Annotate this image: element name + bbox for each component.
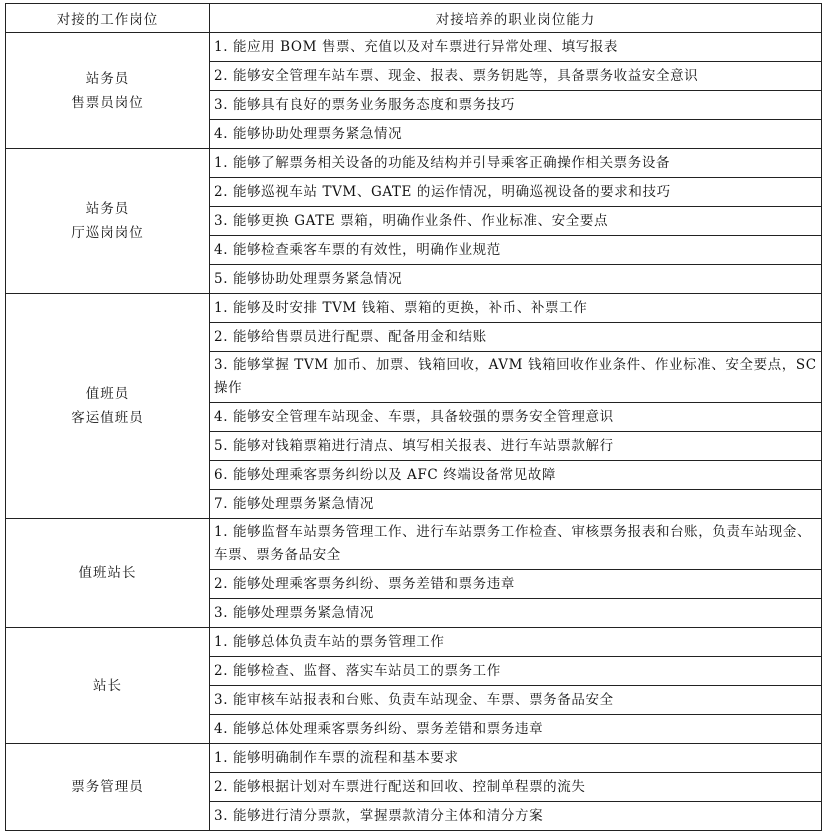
table-row [6, 149, 822, 178]
competency-cell: 1. 能够及时安排 TVM 钱箱、票箱的更换，补币、补票工作 [210, 294, 822, 323]
job-position-label: 站务员 [85, 70, 130, 87]
job-position-label: 值班站长 [78, 565, 137, 581]
header-row [6, 4, 822, 33]
table-row [6, 33, 822, 62]
competency-cell: 1. 能够明确制作车票的流程和基本要求 [210, 744, 822, 773]
competency-cell: 2. 能够检查、监督、落实车站员工的票务工作 [210, 657, 822, 686]
job-position-cell [6, 628, 210, 744]
competency-cell: 2. 能够安全管理车站车票、现金、报表、票务钥匙等，具备票务收益安全意识 [210, 62, 822, 91]
ticket-job-competency-table [5, 3, 822, 831]
competency-cell: 3. 能够掌握 TVM 加币、加票、钱箱回收，AVM 钱箱回收作业条件、作业标准、安全要点，SC 操作 [210, 352, 822, 403]
competency-cell: 4. 能够协助处理票务紧急情况 [210, 120, 822, 149]
job-position-cell [6, 33, 210, 149]
table-row [6, 744, 822, 773]
competency-cell: 1. 能够总体负责车站的票务管理工作 [210, 628, 822, 657]
table-row [6, 519, 822, 570]
competency-cell: 5. 能够协助处理票务紧急情况 [210, 265, 822, 294]
competency-cell: 3. 能够具有良好的票务业务服务态度和票务技巧 [210, 91, 822, 120]
competency-cell: 1. 能够了解票务相关设备的功能及结构并引导乘客正确操作相关票务设备 [210, 149, 822, 178]
competency-cell: 4. 能够总体处理乘客票务纠纷、票务差错和票务违章 [210, 715, 822, 744]
job-position-cell [6, 744, 210, 831]
competency-cell: 1. 能够监督车站票务管理工作、进行车站票务工作检查、审核票务报表和台账，负责车站现金、车票、票务备品安全 [210, 519, 822, 570]
competency-cell: 3. 能够进行清分票款，掌握票款清分主体和清分方案 [210, 802, 822, 831]
job-position-label: 厅巡岗岗位 [71, 225, 144, 241]
competency-cell: 7. 能够处理票务紧急情况 [210, 490, 822, 519]
competency-cell: 3. 能够处理票务紧急情况 [210, 599, 822, 628]
competency-cell: 6. 能够处理乘客票务纠纷以及 AFC 终端设备常见故障 [210, 461, 822, 490]
table-row [6, 294, 822, 323]
competency-cell: 4. 能够检查乘客车票的有效性，明确作业规范 [210, 236, 822, 265]
competency-cell: 3. 能审核车站报表和台账、负责车站现金、车票、票务备品安全 [210, 686, 822, 715]
job-position-label: 客运值班员 [71, 410, 144, 426]
job-position-label: 站务员 [85, 201, 130, 217]
job-position-label: 票务管理员 [71, 779, 144, 795]
job-position-cell [6, 519, 210, 628]
job-position-cell [6, 149, 210, 294]
table-body [6, 33, 822, 831]
competency-cell: 2. 能够巡视车站 TVM、GATE 的运作情况，明确巡视设备的要求和技巧 [210, 178, 822, 207]
job-position-cell [6, 294, 210, 519]
competency-cell: 2. 能够处理乘客票务纠纷、票务差错和票务违章 [210, 570, 822, 599]
header-job-position: 对接的工作岗位 [6, 4, 210, 33]
header-competency: 对接培养的职业岗位能力 [210, 4, 822, 33]
job-position-label: 值班员 [85, 386, 130, 402]
competency-cell: 5. 能够对钱箱票箱进行清点、填写相关报表、进行车站票款解行 [210, 432, 822, 461]
competency-cell: 4. 能够安全管理车站现金、车票，具备较强的票务安全管理意识 [210, 403, 822, 432]
competency-cell: 3. 能够更换 GATE 票箱，明确作业条件、作业标准、安全要点 [210, 207, 822, 236]
table-row [6, 628, 822, 657]
job-position-label: 售票员岗位 [71, 94, 144, 111]
job-position-label: 站长 [93, 677, 122, 694]
competency-cell: 2. 能够给售票员进行配票、配备用金和结账 [210, 323, 822, 352]
competency-cell: 1. 能应用 BOM 售票、充值以及对车票进行异常处理、填写报表 [210, 33, 822, 62]
competency-cell: 2. 能够根据计划对车票进行配送和回收、控制单程票的流失 [210, 773, 822, 802]
